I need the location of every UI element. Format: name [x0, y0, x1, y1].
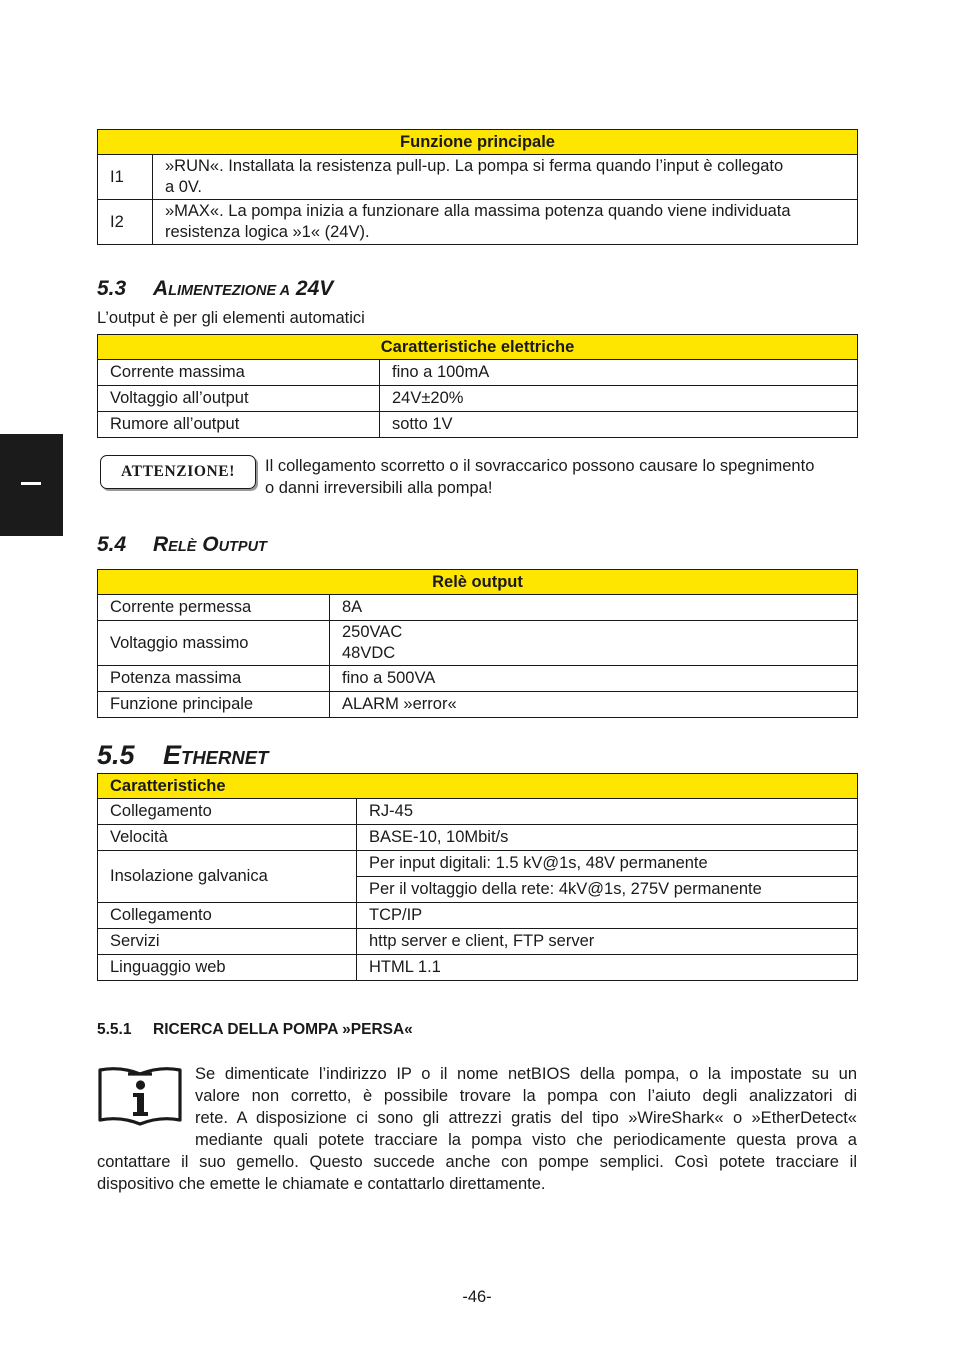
section-heading-5-4 [97, 534, 267, 555]
page-number: -46- [462, 1288, 492, 1306]
table-cell-value: http server e client, FTP server [357, 929, 858, 955]
table-header: Caratteristiche [98, 774, 858, 799]
table-cell-key: Collegamento [98, 903, 357, 929]
cell-line: a 0V. [165, 178, 203, 196]
info-line: contattare il suo gemello. Questo succede anche con pompe semplici. Così potete tracciare il [97, 1153, 857, 1171]
table-cell-value: Per il voltaggio della rete: 4kV@1s, 275V permanente [357, 877, 858, 903]
cell-line: 250VAC [342, 623, 403, 641]
info-book-icon [98, 1066, 182, 1126]
relay-table [97, 569, 858, 718]
table-cell-key: Corrente permessa [98, 595, 330, 621]
table-cell-key: Servizi [98, 929, 357, 955]
table-cell-key: I1 [98, 155, 153, 200]
table-cell-key: Funzione principale [98, 692, 330, 718]
info-line: rete. A disposizione ci sono gli attrezzi gratis del tipo »WireShark« o »EtherDetect« [195, 1109, 857, 1127]
heading-initial: O [202, 533, 219, 556]
table-cell-value: sotto 1V [380, 412, 858, 438]
chapter-tab-dash [21, 482, 41, 485]
table-cell-value [330, 621, 858, 666]
heading-smallcaps: THERNET [181, 747, 269, 768]
subsection-number: 5.5.1 [97, 1021, 132, 1038]
heading-smallcaps: LIMENTEZIONE A [168, 283, 291, 299]
table-header: Relè output [98, 570, 858, 595]
table-cell-value: fino a 100mA [380, 360, 858, 386]
table-cell-value [153, 155, 858, 200]
heading-initial: E [163, 740, 182, 770]
table-cell-value [153, 200, 858, 245]
info-line: dispositivo che emette le chiamate e contattarlo direttamente. [97, 1175, 546, 1193]
cell-line: 48VDC [342, 644, 396, 662]
subsection-title: RICERCA DELLA POMPA »PERSA« [153, 1021, 413, 1038]
warning-label: ATTENZIONE! [100, 455, 256, 489]
table-cell-value: RJ-45 [357, 799, 858, 825]
table-cell-key: Linguaggio web [98, 955, 357, 981]
chapter-side-tab [0, 434, 63, 536]
ethernet-table [97, 773, 858, 981]
heading-initial: R [153, 533, 169, 556]
section-number: 5.4 [97, 533, 127, 556]
section-intro: L’output è per gli elementi automatici [97, 309, 365, 327]
table-cell-value: BASE-10, 10Mbit/s [357, 825, 858, 851]
cell-line: resistenza logica »1« (24V). [165, 223, 370, 241]
cell-line: »MAX«. La pompa inizia a funzionare alla massima potenza quando viene individuata [165, 202, 791, 220]
warning-text [265, 455, 814, 499]
electrical-table [97, 334, 858, 438]
table-cell-key: Velocità [98, 825, 357, 851]
info-line: mediante quali potete tracciare la pompa visto che periodicamente questa prova a [195, 1131, 857, 1149]
table-cell-key: I2 [98, 200, 153, 245]
heading-smallcaps: ELÈ [168, 539, 197, 555]
heading-initial: A [153, 277, 169, 300]
table-cell-value: HTML 1.1 [357, 955, 858, 981]
table-cell-key: Insolazione galvanica [98, 851, 357, 903]
heading-smallcaps: UTPUT [218, 539, 267, 555]
table-header: Funzione principale [98, 130, 858, 155]
info-paragraph [195, 1063, 857, 1151]
info-line: Se dimenticate l’indirizzo IP o il nome netBIOS della pompa, o la impostate su un [195, 1065, 857, 1083]
cell-line: »RUN«. Installata la resistenza pull-up. La pompa si ferma quando l’input è collegato [165, 157, 784, 175]
table-cell-key: Rumore all’output [98, 412, 380, 438]
table-cell-key: Potenza massima [98, 666, 330, 692]
section-number: 5.3 [97, 277, 127, 300]
table-cell-value: 24V±20% [380, 386, 858, 412]
section-heading-5-5 [97, 742, 268, 769]
info-line: valore non corretto, è possibile trovare la pompa con l’aiuto degli analizzatori di [195, 1087, 857, 1105]
section-heading-5-3 [97, 278, 333, 299]
table-cell-key: Corrente massima [98, 360, 380, 386]
table-cell-key: Voltaggio all’output [98, 386, 380, 412]
table-cell-value: 8A [330, 595, 858, 621]
section-number: 5.5 [97, 740, 135, 770]
table-cell-value: Per input digitali: 1.5 kV@1s, 48V permanente [357, 851, 858, 877]
heading-tail: 24V [295, 277, 334, 300]
subsection-heading-5-5-1 [97, 1021, 413, 1039]
warning-line: o danni irreversibili alla pompa! [265, 479, 493, 497]
table-header: Caratteristiche elettriche [98, 335, 858, 360]
table-cell-key: Collegamento [98, 799, 357, 825]
table-cell-key: Voltaggio massimo [98, 621, 330, 666]
table-cell-value: TCP/IP [357, 903, 858, 929]
main-function-table [97, 129, 858, 245]
table-cell-value: ALARM »error« [330, 692, 858, 718]
table-cell-value: fino a 500VA [330, 666, 858, 692]
info-paragraph-cont [97, 1151, 857, 1195]
warning-line: Il collegamento scorretto o il sovraccarico possono causare lo spegnimento [265, 457, 815, 475]
